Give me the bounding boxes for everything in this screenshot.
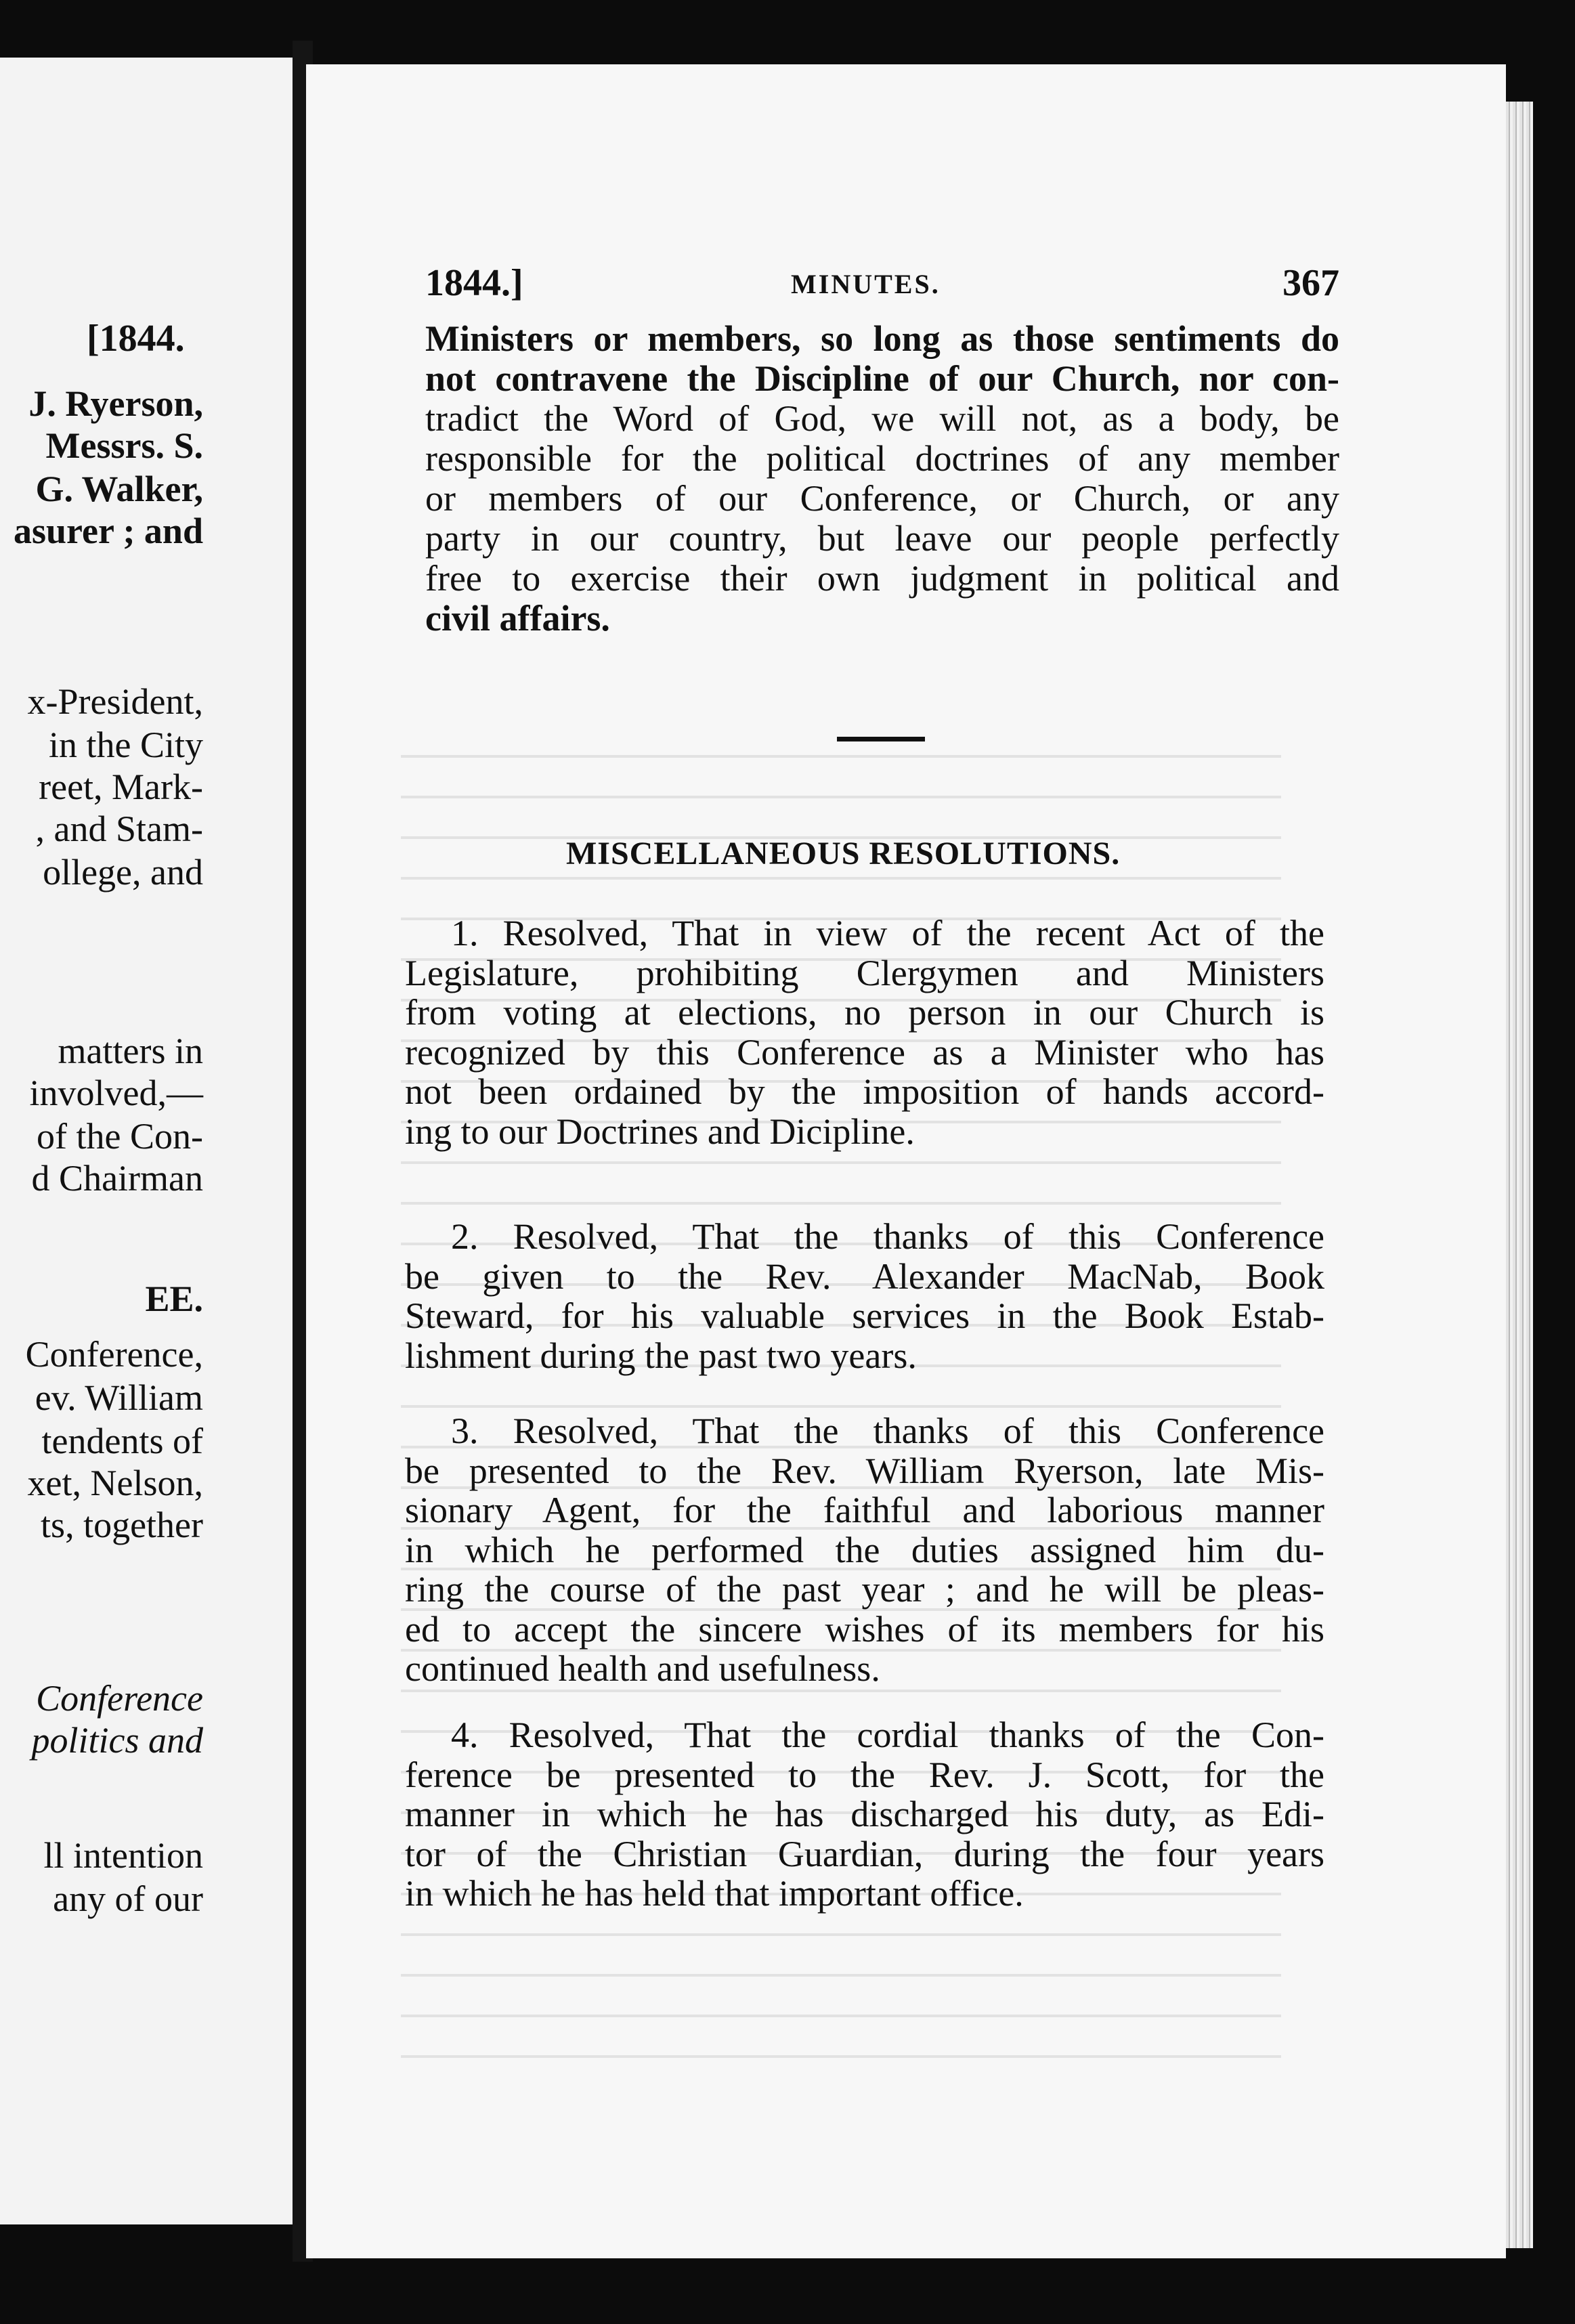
text-line: ring the course of the past year ; and he will be pleas- xyxy=(405,1569,1324,1610)
text-line: or members of our Conference, or Church, or any xyxy=(425,478,1339,519)
text-line: in which he performed the duties assigned him du- xyxy=(405,1530,1324,1570)
text-line: Legislature, prohibiting Clergymen and Ministers xyxy=(405,953,1324,993)
left-page xyxy=(0,58,293,2224)
text-line: Ministers or members, so long as those sentiments do xyxy=(425,318,1339,359)
header-running-title: MINUTES. xyxy=(791,269,941,299)
page-edges xyxy=(1506,102,1533,2248)
text-line: tor of the Christian Guardian, during the four years xyxy=(405,1834,1324,1874)
left-page-line: Messrs. S. xyxy=(45,425,203,466)
left-page-line: , and Stam- xyxy=(35,809,203,849)
text-line: ference be presented to the Rev. J. Scott, for the xyxy=(405,1755,1324,1795)
left-page-line: ollege, and xyxy=(43,852,203,892)
text-line: 2. Resolved, That the thanks of this Conference xyxy=(451,1216,1324,1257)
text-line: party in our country, but leave our people perfectly xyxy=(425,518,1339,559)
header-year: 1844.] xyxy=(425,262,523,304)
left-page-line: xet, Nelson, xyxy=(27,1463,203,1503)
left-page-line: any of our xyxy=(53,1878,203,1919)
left-page-line: politics and xyxy=(31,1720,203,1761)
left-page-line: J. Ryerson, xyxy=(28,383,203,424)
left-page-line: G. Walker, xyxy=(35,469,203,509)
text-line: from voting at elections, no person in our Church is xyxy=(405,992,1324,1033)
text-line: continued health and usefulness. xyxy=(405,1648,880,1689)
left-page-line: x-President, xyxy=(27,681,203,722)
left-page-line: involved,— xyxy=(29,1073,203,1113)
left-page-line: ts, together xyxy=(41,1505,203,1545)
left-page-line: in the City xyxy=(49,725,203,765)
left-page-line: d Chairman xyxy=(31,1158,203,1199)
text-line: not been ordained by the imposition of hands accord- xyxy=(405,1071,1324,1112)
text-line: manner in which he has discharged his duty, as Edi- xyxy=(405,1794,1324,1834)
text-line: be presented to the Rev. William Ryerson, late Mis- xyxy=(405,1450,1324,1491)
text-line: tradict the Word of God, we will not, as a body, be xyxy=(425,398,1339,439)
left-page-line: Conference, xyxy=(25,1334,203,1375)
text-line: 1. Resolved, That in view of the recent Act of the xyxy=(451,913,1324,953)
left-page-line: ev. William xyxy=(35,1377,203,1418)
left-page-line: of the Con- xyxy=(37,1116,203,1157)
text-line: lishment during the past two years. xyxy=(405,1335,917,1376)
text-line: responsible for the political doctrines of any member xyxy=(425,438,1339,479)
left-page-year-marker: [1844. xyxy=(87,318,185,360)
text-line: recognized by this Conference as a Minister who has xyxy=(405,1032,1324,1073)
running-header xyxy=(425,261,1339,309)
left-page-line: asurer ; and xyxy=(13,511,203,551)
left-page-line: EE. xyxy=(145,1278,203,1319)
text-line: ed to accept the sincere wishes of its members for his xyxy=(405,1609,1324,1650)
page-number: 367 xyxy=(1282,262,1339,304)
text-line: be given to the Rev. Alexander MacNab, Book xyxy=(405,1256,1324,1297)
text-line: Steward, for his valuable services in the Book Estab- xyxy=(405,1295,1324,1336)
text-line: not contravene the Discipline of our Church, nor con- xyxy=(425,358,1339,399)
left-page-line: reet, Mark- xyxy=(39,767,203,807)
text-line: civil affairs. xyxy=(425,598,610,639)
text-line: 4. Resolved, That the cordial thanks of the Con- xyxy=(451,1715,1324,1755)
left-page-line: Conference xyxy=(36,1678,203,1719)
text-line: 3. Resolved, That the thanks of this Conference xyxy=(451,1411,1324,1451)
left-page-line: tendents of xyxy=(41,1421,203,1461)
section-title: MISCELLANEOUS RESOLUTIONS. xyxy=(566,836,1121,872)
text-line: ing to our Doctrines and Dicipline. xyxy=(405,1111,915,1152)
text-line: sionary Agent, for the faithful and laborious manner xyxy=(405,1490,1324,1530)
left-page-line: matters in xyxy=(58,1031,203,1071)
text-line: free to exercise their own judgment in political and xyxy=(425,558,1339,599)
text-line: in which he has held that important office. xyxy=(405,1873,1024,1914)
section-divider xyxy=(837,737,925,741)
left-page-line: ll intention xyxy=(43,1835,203,1876)
